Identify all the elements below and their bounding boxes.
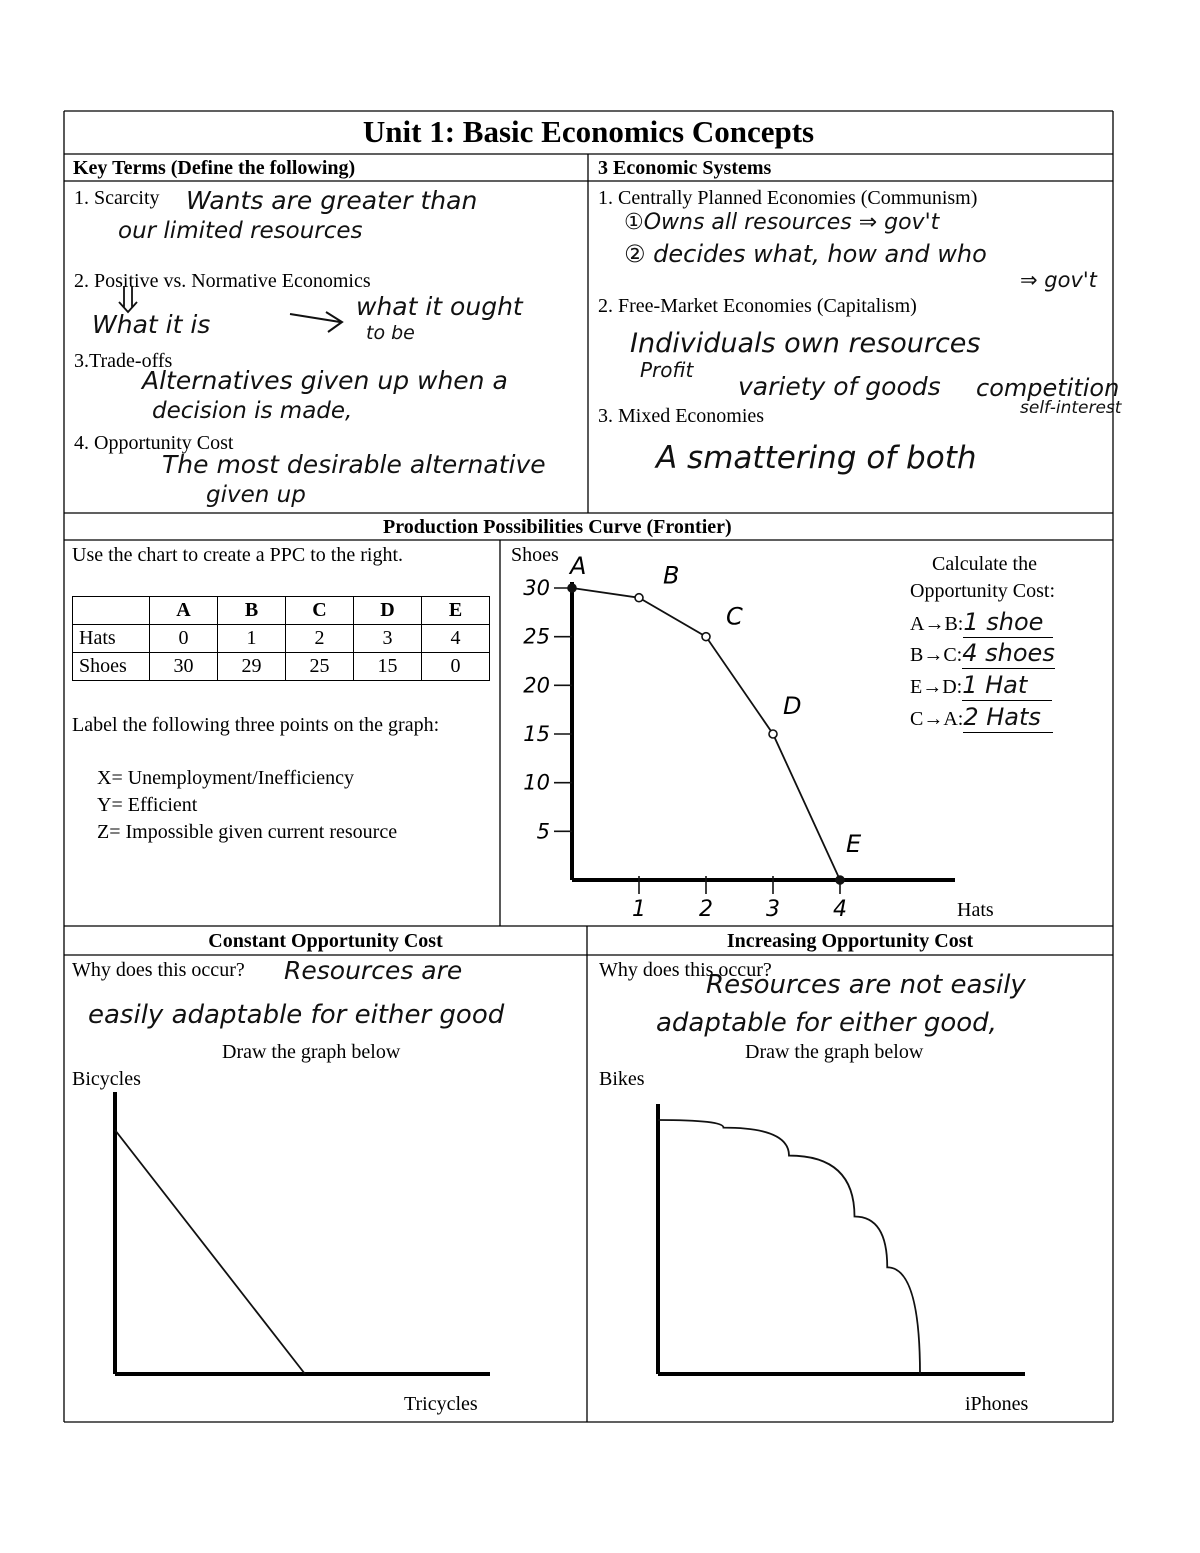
- label-prompt: Label the following three points on the graph:: [72, 714, 440, 736]
- calc-row-ca: [910, 704, 1053, 733]
- free-market-answer-line-1: Individuals own resources: [630, 328, 981, 359]
- calc-label: C→A:: [910, 708, 964, 730]
- y-tick-label: 15: [523, 722, 550, 746]
- x-tick-label: 2: [699, 897, 713, 922]
- constant-answer-line-2: easily adaptable for either good: [88, 1000, 505, 1030]
- tradeoffs-answer-line-1: Alternatives given up when a: [142, 366, 508, 395]
- table-header-d: D: [354, 597, 422, 625]
- calc-label: B→C:: [910, 644, 963, 666]
- ppc-point-label: D: [783, 692, 802, 720]
- calc-title-line-1: Calculate the: [932, 553, 1037, 575]
- key-terms-header: Key Terms (Define the following): [73, 157, 356, 179]
- ppc-x-axis-label: Hats: [957, 899, 994, 921]
- increasing-answer-line-2: adaptable for either good,: [656, 1008, 997, 1038]
- free-market-label: 2. Free-Market Economies (Capitalism): [598, 295, 917, 317]
- calc-title-line-2: Opportunity Cost:: [910, 580, 1056, 602]
- command-economy-label: 1. Centrally Planned Economies (Communism): [598, 187, 978, 209]
- positive-normative-label: 2. Positive vs. Normative Economics: [74, 270, 371, 292]
- scarcity-answer-line-1: Wants are greater than: [186, 186, 478, 215]
- ppc-chart: [500, 540, 980, 920]
- command-answer-line-2: ② decides what, how and who: [624, 240, 987, 268]
- tricycles-axis-label: Tricycles: [404, 1393, 478, 1415]
- y-tick-label: 20: [523, 673, 550, 698]
- calc-answer: 1 shoe: [963, 609, 1053, 638]
- iphones-axis-label: iPhones: [965, 1393, 1029, 1415]
- constant-ppc-line: [115, 1130, 305, 1374]
- ppc-point-label: A: [570, 552, 587, 580]
- ppc-curve: [572, 588, 840, 880]
- table-cell: 0: [422, 653, 490, 681]
- ppc-point: [769, 730, 777, 738]
- ppc-point: [568, 584, 576, 592]
- table-cell: 25: [286, 653, 354, 681]
- ppc-y-axis-label: Shoes: [511, 544, 559, 566]
- x-tick-label: 3: [766, 897, 780, 922]
- increasing-oc-chart: [640, 1090, 1040, 1390]
- opportunity-cost-answer-line-2: given up: [206, 482, 306, 508]
- calc-label: E→D:: [910, 676, 963, 698]
- table-cell: 29: [218, 653, 286, 681]
- command-answer-line-1: ①Owns all resources ⇒ gov't: [624, 210, 940, 235]
- increasing-draw-prompt: Draw the graph below: [745, 1041, 924, 1063]
- increasing-ppc-curve: [658, 1120, 920, 1374]
- page-title: Unit 1: Basic Economics Concepts: [362, 114, 815, 149]
- calc-row-ab: [910, 609, 1053, 638]
- constant-header: Constant Opportunity Cost: [208, 930, 443, 952]
- command-answer-line-3: ⇒ gov't: [1020, 268, 1097, 292]
- table-cell: 15: [354, 653, 422, 681]
- down-arrow-icon: [118, 284, 138, 314]
- free-market-answer-line-2: Profit: [640, 358, 694, 382]
- table-header-b: B: [218, 597, 286, 625]
- calc-answer: 2 Hats: [963, 704, 1053, 733]
- ppc-point-label: B: [663, 561, 680, 590]
- bicycles-axis-label: Bicycles: [72, 1068, 141, 1090]
- calc-answer: 1 Hat: [962, 672, 1052, 701]
- constant-answer-line-1: Resources are: [284, 956, 463, 985]
- increasing-question: Why does this occur?: [599, 959, 772, 981]
- opportunity-cost-label: 4. Opportunity Cost: [74, 432, 234, 454]
- x-tick-label: 4: [833, 897, 847, 922]
- opportunity-cost-answer-line-1: The most desirable alternative: [162, 450, 546, 479]
- tradeoffs-answer-line-2: decision is made,: [152, 398, 353, 424]
- y-tick-label: 10: [523, 770, 550, 795]
- calc-answer: 4 shoes: [962, 639, 1055, 667]
- normative-answer-line-1: what it ought: [356, 292, 523, 321]
- table-cell: 2: [286, 625, 354, 653]
- free-market-answer-line-5: self-interest: [1020, 398, 1122, 418]
- ppc-point-label: E: [846, 830, 862, 858]
- table-header-e: E: [422, 597, 490, 625]
- table-row: [73, 653, 490, 681]
- positive-answer: What it is: [92, 310, 211, 339]
- table-cell: 30: [150, 653, 218, 681]
- y-tick-label: 30: [523, 576, 550, 600]
- constant-oc-chart: [100, 1090, 500, 1390]
- ppc-header: Production Possibilities Curve (Frontier): [383, 516, 732, 538]
- calc-label: A→B:: [910, 613, 964, 635]
- table-corner-cell: [73, 597, 150, 625]
- increasing-answer-line-1: Resources are not easily: [706, 970, 1026, 1000]
- ppc-point: [635, 594, 643, 602]
- constant-question: Why does this occur?: [72, 959, 245, 981]
- y-tick-label: 5: [536, 819, 550, 844]
- ppc-point-label: C: [726, 602, 743, 631]
- scarcity-answer-line-2: our limited resources: [118, 218, 363, 244]
- normative-answer-line-2: to be: [366, 322, 415, 344]
- systems-header: 3 Economic Systems: [598, 157, 772, 179]
- label-item-y: Y= Efficient: [97, 794, 198, 816]
- table-row-label: Hats: [73, 625, 150, 653]
- free-market-answer-line-3: variety of goods: [738, 372, 941, 401]
- increasing-header: Increasing Opportunity Cost: [726, 930, 974, 952]
- table-cell: 0: [150, 625, 218, 653]
- ppc-point: [702, 633, 710, 641]
- constant-draw-prompt: Draw the graph below: [222, 1041, 401, 1063]
- bikes-axis-label: Bikes: [599, 1068, 645, 1090]
- mixed-economy-label: 3. Mixed Economies: [598, 405, 765, 427]
- table-row: [73, 625, 490, 653]
- ppc-data-table: [72, 596, 490, 681]
- table-header-c: C: [286, 597, 354, 625]
- table-cell: 3: [354, 625, 422, 653]
- mixed-answer: A smattering of both: [656, 440, 977, 476]
- free-market-answer-line-4: competition: [976, 374, 1120, 402]
- tradeoffs-label: 3.Trade-offs: [74, 350, 173, 372]
- ppc-point: [836, 876, 844, 884]
- x-tick-label: 1: [632, 897, 646, 922]
- table-row-label: Shoes: [73, 653, 150, 681]
- table-header-a: A: [150, 597, 218, 625]
- y-tick-label: 25: [523, 624, 550, 649]
- arrow-icon: [288, 308, 348, 338]
- calc-row-bc: [910, 640, 1055, 669]
- calc-row-ed: [910, 672, 1052, 701]
- ppc-instruction: Use the chart to create a PPC to the right.: [72, 544, 404, 566]
- scarcity-label: 1. Scarcity: [74, 187, 160, 209]
- table-cell: 4: [422, 625, 490, 653]
- label-item-z: Z= Impossible given current resource: [97, 821, 398, 843]
- table-cell: 1: [218, 625, 286, 653]
- label-item-x: X= Unemployment/Inefficiency: [97, 767, 354, 789]
